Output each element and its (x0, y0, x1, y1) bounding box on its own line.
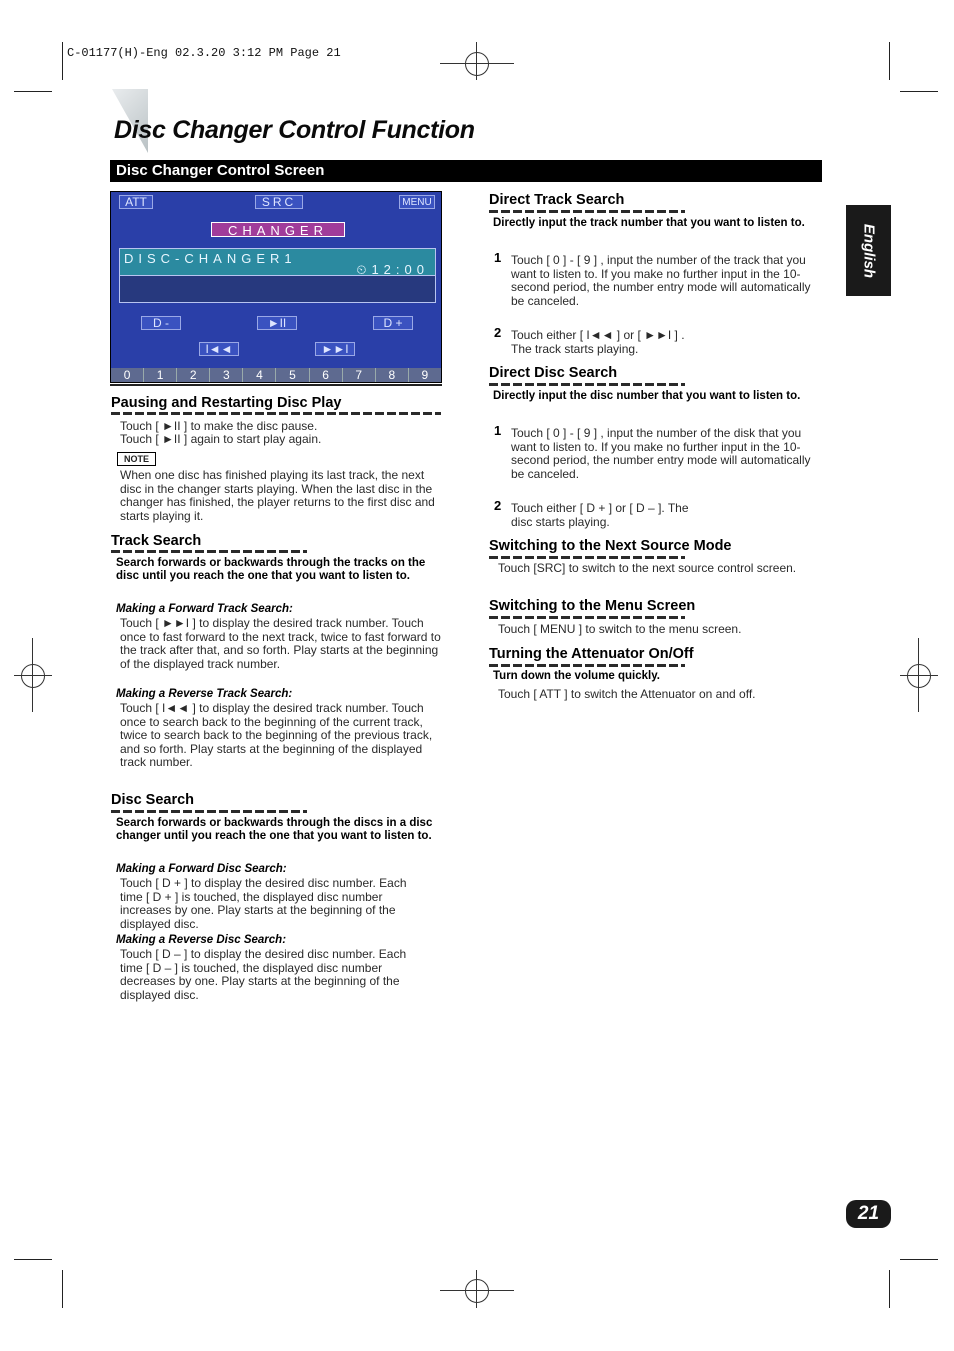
info-display (119, 248, 436, 303)
print-header: C-01177(H)-Eng 02.3.20 3:12 PM Page 21 (67, 46, 341, 60)
number-key[interactable]: 9 (421, 368, 429, 382)
number-key[interactable]: 2 (177, 368, 210, 382)
direct-track-lead: Directly input the track number that you want to listen to. (493, 217, 805, 229)
prev-track-icon: I◄◄ (205, 342, 233, 356)
heading-underline (111, 412, 441, 415)
number-keypad (111, 368, 441, 382)
changer-label: CHANGER (211, 222, 345, 237)
direct-disc-heading: Direct Disc Search (489, 365, 618, 381)
number-key[interactable]: 7 (343, 368, 376, 382)
crop-mark (900, 1259, 938, 1260)
crop-mark (14, 91, 52, 92)
disc-up-button[interactable]: D + (373, 316, 413, 330)
play-pause-icon: ►II (267, 316, 287, 330)
crop-mark (900, 91, 938, 92)
track-search-lead: Search forwards or backwards through the tracks on the disc until you reach the one that you want to listen to. (116, 557, 426, 582)
crop-mark (889, 42, 890, 80)
play-pause-button[interactable] (257, 316, 297, 330)
note-label: NOTE (117, 452, 156, 466)
reverse-track-text: Touch [ I◄◄ ] to display the desired track number. Touch once to search back to the beginning of the current track, twice to search back to the beginning of the previous track, and so forth. Play starts at the beginning of the displayed track number. (120, 701, 433, 770)
crop-mark (62, 42, 63, 80)
step-number: 2 (494, 325, 502, 340)
track-search-heading: Track Search (111, 533, 202, 549)
heading-underline (111, 550, 307, 553)
number-key[interactable]: 6 (310, 368, 343, 382)
crop-mark (889, 1270, 890, 1308)
number-key[interactable]: 1 (144, 368, 177, 382)
section-bar: Disc Changer Control Screen (110, 160, 822, 182)
direct-disc-step-1: Touch [ 0 ] - [ 9 ] , input the number of the disk that you want to listen to. If you make no further input in the 10-second period, the number entry mode will automatically be canceled. (511, 426, 811, 481)
clock-icon: ⏲ (356, 262, 372, 277)
attenuator-heading: Turning the Attenuator On/Off (489, 646, 694, 662)
attenuator-text: Touch [ ATT ] to switch the Attenuator on and off. (498, 687, 756, 701)
forward-track-title: Making a Forward Track Search: (116, 603, 293, 615)
next-source-text: Touch [SRC] to switch to the next source control screen. (498, 561, 797, 575)
clock-text: 12:00 (371, 262, 429, 277)
pausing-line-2: Touch [ ►II ] again to start play again. (120, 432, 322, 446)
language-tab (846, 205, 891, 296)
direct-track-heading: Direct Track Search (489, 192, 625, 208)
reverse-disc-title: Making a Reverse Disc Search: (116, 934, 287, 946)
direct-track-step-1: Touch [ 0 ] - [ 9 ] , input the number of the track that you want to listen to. If you make no further input in the 10-second period, the number entry mode will automatically be canceled. (511, 253, 811, 308)
heading-underline (489, 616, 685, 619)
step-number: 1 (494, 423, 502, 438)
disc-name-text: DISC-CHANGER1 (124, 251, 297, 266)
disc-search-heading: Disc Search (111, 792, 195, 808)
heading-underline (489, 383, 685, 386)
next-source-heading: Switching to the Next Source Mode (489, 538, 732, 554)
src-button[interactable]: SRC (255, 195, 303, 209)
menu-screen-heading: Switching to the Menu Screen (489, 598, 696, 614)
forward-disc-title: Making a Forward Disc Search: (116, 863, 287, 875)
menu-screen-text: Touch [ MENU ] to switch to the menu screen. (498, 622, 742, 636)
heading-underline (489, 210, 685, 213)
number-key[interactable]: 3 (210, 368, 243, 382)
heading-underline (489, 664, 685, 667)
direct-disc-step-2: Touch either [ D + ] or [ D – ]. The disc starts playing. (511, 501, 689, 529)
reverse-disc-text: Touch [ D – ] to display the desired disc number. Each time [ D – ] is touched, the displayed disc number decreases by one. Play starts at the beginning of the displayed disc. (120, 947, 407, 1002)
step-number: 2 (494, 498, 502, 513)
language-tab-label: English (860, 223, 877, 278)
direct-track-step-2: Touch either [ I◄◄ ] or [ ►►I ] . The track starts playing. (511, 328, 685, 356)
page-number: 21 (846, 1200, 891, 1228)
number-key[interactable]: 5 (276, 368, 309, 382)
changer-screen (110, 191, 442, 383)
disc-search-lead: Search forwards or backwards through the discs in a disc changer until you reach the one that you want to listen to. (116, 817, 433, 842)
crop-mark (62, 1270, 63, 1308)
menu-button[interactable]: MENU (399, 195, 435, 209)
note-text: When one disc has finished playing its last track, the next disc in the changer starts playing. When the last disc in the changer has finished, the player returns to the first disc and starts playing it. (120, 468, 435, 523)
number-key[interactable]: 4 (243, 368, 276, 382)
disc-down-button[interactable]: D - (141, 316, 181, 330)
heading-underline (110, 384, 442, 386)
attenuator-lead: Turn down the volume quickly. (493, 670, 660, 682)
next-track-button[interactable] (315, 342, 355, 356)
direct-disc-lead: Directly input the disc number that you want to listen to. (493, 390, 801, 402)
step-number: 1 (494, 250, 502, 265)
next-track-icon: ►►I (321, 342, 349, 356)
heading-underline (111, 810, 307, 813)
heading-underline (489, 556, 685, 559)
crop-mark (14, 1259, 52, 1260)
number-key[interactable]: 8 (376, 368, 409, 382)
forward-disc-text: Touch [ D + ] to display the desired disc number. Each time [ D + ] is touched, the displayed disc number increases by one. Play starts at the beginning of the displayed disc. (120, 876, 407, 931)
pausing-line-1: Touch [ ►II ] to make the disc pause. (120, 419, 318, 433)
prev-track-button[interactable] (199, 342, 239, 356)
forward-track-text: Touch [ ►►I ] to display the desired track number. Touch once to fast forward to the next track, twice to fast forward to the track after that, and so forth. Play starts at the beginning of the displayed track number. (120, 616, 441, 671)
pausing-heading: Pausing and Restarting Disc Play (111, 395, 342, 411)
att-button[interactable]: ATT (119, 195, 153, 209)
page-title: Disc Changer Control Function (114, 116, 475, 144)
number-key[interactable]: 0 (111, 368, 144, 382)
reverse-track-title: Making a Reverse Track Search: (116, 688, 293, 700)
clock (356, 262, 429, 278)
